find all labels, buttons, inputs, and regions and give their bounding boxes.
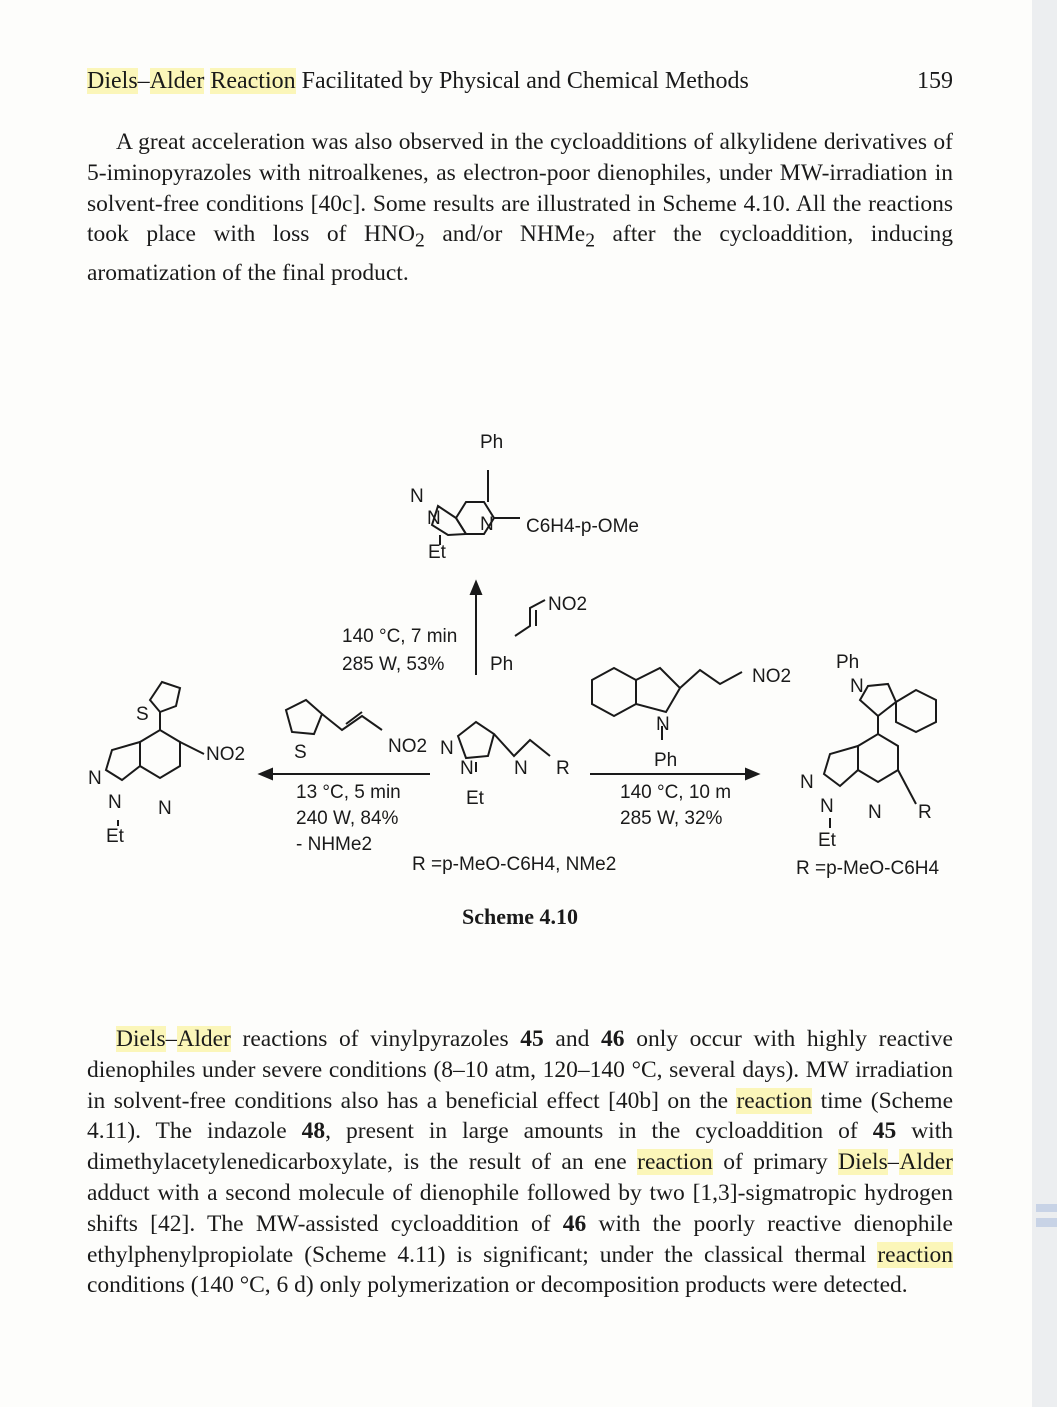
label-et: Et <box>428 542 446 563</box>
conditions-text: 140 °C, 7 min <box>342 626 458 647</box>
atom-s: S <box>136 704 149 725</box>
atom-n: N <box>820 796 834 817</box>
highlight: Alder <box>149 68 205 94</box>
r-definition: R =p-MeO-C6H4, NMe2 <box>412 854 617 875</box>
highlight: Diels <box>87 68 138 94</box>
reaction-scheme <box>0 400 1030 900</box>
atom-n: N <box>427 508 441 529</box>
atom-n: N <box>850 676 864 697</box>
scrollbar-marker <box>1036 1218 1057 1227</box>
label-no2: NO2 <box>548 594 588 615</box>
label-ph: Ph <box>836 652 860 673</box>
atom-n: N <box>800 772 814 793</box>
label-et: Et <box>106 826 124 847</box>
conditions-text: 140 °C, 10 m <box>620 782 732 803</box>
atom-n: N <box>460 758 474 779</box>
label-et: Et <box>466 788 484 809</box>
label-et: Et <box>818 830 836 851</box>
label-ph: Ph <box>654 750 678 771</box>
conditions-text: 285 W, 32% <box>620 808 723 829</box>
atom-n: N <box>514 758 528 779</box>
conditions-text: - NHMe2 <box>296 834 373 855</box>
atom-n: N <box>480 514 494 535</box>
label-no2: NO2 <box>206 744 246 765</box>
running-header: Diels–Alder Reaction Facilitated by Physical and Chemical Methods 159 <box>87 68 953 94</box>
label-r: R <box>556 758 570 779</box>
label-aryl: C6H4-p-OMe <box>526 516 639 537</box>
atom-n: N <box>656 714 670 735</box>
atom-n: N <box>88 768 102 789</box>
scrollbar-track[interactable] <box>1032 0 1057 1407</box>
highlight: Reaction <box>210 68 296 94</box>
scrollbar-marker <box>1036 1204 1057 1212</box>
conditions-text: 285 W, 53% <box>342 654 445 675</box>
paragraph: A great acceleration was also observed in the cycloadditions of alkylidene derivatives of 5-iminopyrazoles with nitroalkenes, as electron-poor dienophiles, under MW-irradiation in solvent-free conditions [40c]. Some results are illustrated in Scheme 4.10. All the reactions took place with loss of $HNO_2$ and/or NHMe$_2$ after the cycloaddition, inducing aromatization of the final product. <box>87 129 953 286</box>
atom-n: N <box>440 738 454 759</box>
label-no2: NO2 <box>752 666 792 687</box>
atom-n: N <box>108 792 122 813</box>
label-r: R <box>918 802 932 823</box>
label-no2: NO2 <box>388 736 428 757</box>
scheme-caption: Scheme 4.10 <box>461 904 579 929</box>
conditions-text: 240 W, 84% <box>296 808 399 829</box>
atom-s: S <box>294 742 307 763</box>
conditions-text: 13 °C, 5 min <box>296 782 401 803</box>
paragraph: Diels–Alder reactions of vinylpyrazoles 45 and 46 only occur with highly reactive dienophiles under severe conditions (8–10 atm, 120–140 °C, several days). MW irradiation in solvent-free conditions also has a beneficial effect [40b] on the reaction time (Scheme 4.11). The indazole 48, present in large amounts in the cycloaddition of 45 with dimethylacetylenedicarboxylate, is the result of an ene reaction of primary Diels–Alder adduct with a second molecule of dienophile followed by two [1,3]-sigmatropic hydrogen shifts [42]. The MW-assisted cycloaddition of 46 with the poorly reactive dienophile ethylphenylpropiolate (Scheme 4.11) is significant; under the classical thermal reaction conditions (140 °C, 6 d) only polymerization or decomposition products were detected. <box>87 1026 954 1299</box>
atom-n: N <box>868 802 882 823</box>
label-ph: Ph <box>480 432 504 453</box>
r-definition: R =p-MeO-C6H4 <box>796 858 940 879</box>
atom-n: N <box>158 798 172 819</box>
label-ph: Ph <box>490 654 514 675</box>
page-number: 159 <box>917 68 953 94</box>
atom-n: N <box>410 486 424 507</box>
